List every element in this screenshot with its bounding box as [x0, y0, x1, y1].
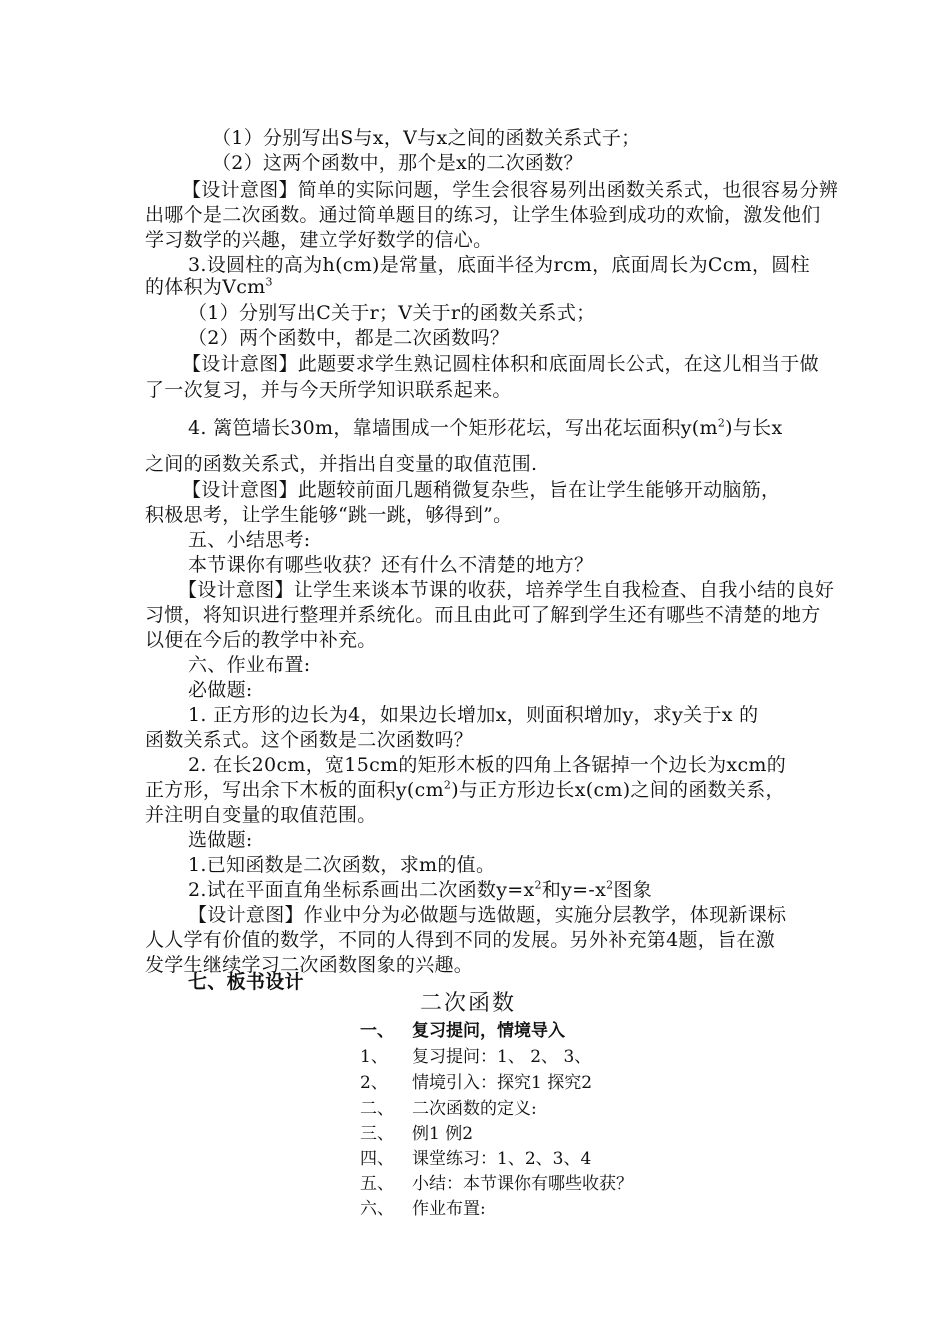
text-line: 的体积为Vcm$^3$ [145, 275, 273, 298]
text-line: （1）分别写出C关于r；V关于r的函数关系式； [188, 302, 596, 324]
text-line: 之间的函数关系式，并指出自变量的取值范围. [145, 453, 538, 475]
board-row: 二、 二次函数的定义: [360, 1099, 537, 1119]
text-line: （2）两个函数中，都是二次函数吗？ [188, 327, 510, 349]
section-heading: 六、作业布置: [188, 654, 311, 676]
text-line: 正方形，写出余下木板的面积$y(cm^2)$与正方形边长x(cm)之间的函数关系， [145, 778, 785, 801]
text-line: 选做题: [188, 829, 253, 851]
text-line: （1）分别写出S与x，V与x之间的函数关系式子； [212, 127, 641, 149]
text-line: 本节课你有哪些收获？还有什么不清楚的地方？ [188, 554, 594, 576]
design-intent-line: 【设计意图】此题要求学生熟记圆柱体积和底面周长公式，在这儿相当于做 [182, 353, 819, 375]
text-line: 积极思考，让学生能够“跳一跳，够得到”。 [145, 504, 513, 526]
text-line: 出哪个是二次函数。通过简单题目的练习，让学生体验到成功的欢愉，激发他们 [145, 204, 821, 226]
section-heading: 七、板书设计 [188, 971, 304, 993]
board-row: 五、 小结：本节课你有哪些收获？ [360, 1174, 633, 1194]
design-intent-line: 【设计意图】作业中分为必做题与选做题，实施分层教学，体现新课标 [188, 904, 787, 926]
text-line: 2.试在平面直角坐标系画出二次函数$y=x^2$和$y=-x^2$图象 [188, 878, 653, 901]
text-line: 必做题: [188, 679, 253, 701]
text-line: 发学生继续学习二次函数图象的兴趣。 [145, 954, 474, 976]
text-line: 人人学有价值的数学，不同的人得到不同的发展。另外补充第4题，旨在激 [145, 929, 775, 951]
text-line: 学习数学的兴趣，建立学好数学的信心。 [145, 229, 493, 251]
section-heading: 五、小结思考: [188, 529, 311, 551]
text-line: 了一次复习，并与今天所学知识联系起来。 [145, 379, 512, 401]
design-intent-line: 【设计意图】简单的实际问题，学生会很容易列出函数关系式，也很容易分辨 [182, 179, 839, 201]
board-row: 四、 课堂练习：1、2、3、4 [360, 1149, 592, 1169]
text-line: 并注明自变量的取值范围。 [145, 804, 377, 826]
text-line: 函数关系式。这个函数是二次函数吗？ [145, 729, 474, 751]
board-row: 一、 复习提问，情境导入 [360, 1021, 565, 1041]
text-line: 4. 篱笆墙长30m，靠墙围成一个矩形花坛，写出花坛面积$y(m^2)$与长x [188, 416, 783, 439]
text-line: 以便在今后的教学中补充。 [145, 629, 377, 651]
text-line: 3.设圆柱的高为h(cm)是常量，底面半径为rcm，底面周长为Ccm，圆柱 [188, 254, 810, 276]
text-line: 1. 正方形的边长为4，如果边长增加x，则面积增加y，求y关于x 的 [188, 704, 759, 726]
board-row: 三、 例1 例2 [360, 1124, 474, 1144]
text-line: 1.已知函数是二次函数，求m的值。 [188, 854, 496, 876]
text-line: 习惯，将知识进行整理并系统化。而且由此可了解到学生还有哪些不清楚的地方 [145, 604, 821, 626]
board-row: 1、 复习提问：1、 2、 3、 [360, 1047, 592, 1067]
text-line: 2. 在长20cm，宽15cm的矩形木板的四角上各锯掉一个边长为xcm的 [188, 754, 787, 776]
board-row: 六、 作业布置: [360, 1199, 486, 1219]
design-intent-line: 【设计意图】此题较前面几题稍微复杂些，旨在让学生能够开动脑筋， [182, 479, 781, 501]
board-title: 二次函数 [420, 991, 517, 1016]
board-row: 2、 情境引入：探究1 探究2 [360, 1073, 593, 1093]
design-intent-line: 【设计意图】让学生来谈本节课的收获，培养学生自我检查、自我小结的良好 [178, 579, 835, 601]
text-line: （2）这两个函数中，那个是x的二次函数？ [212, 152, 583, 174]
